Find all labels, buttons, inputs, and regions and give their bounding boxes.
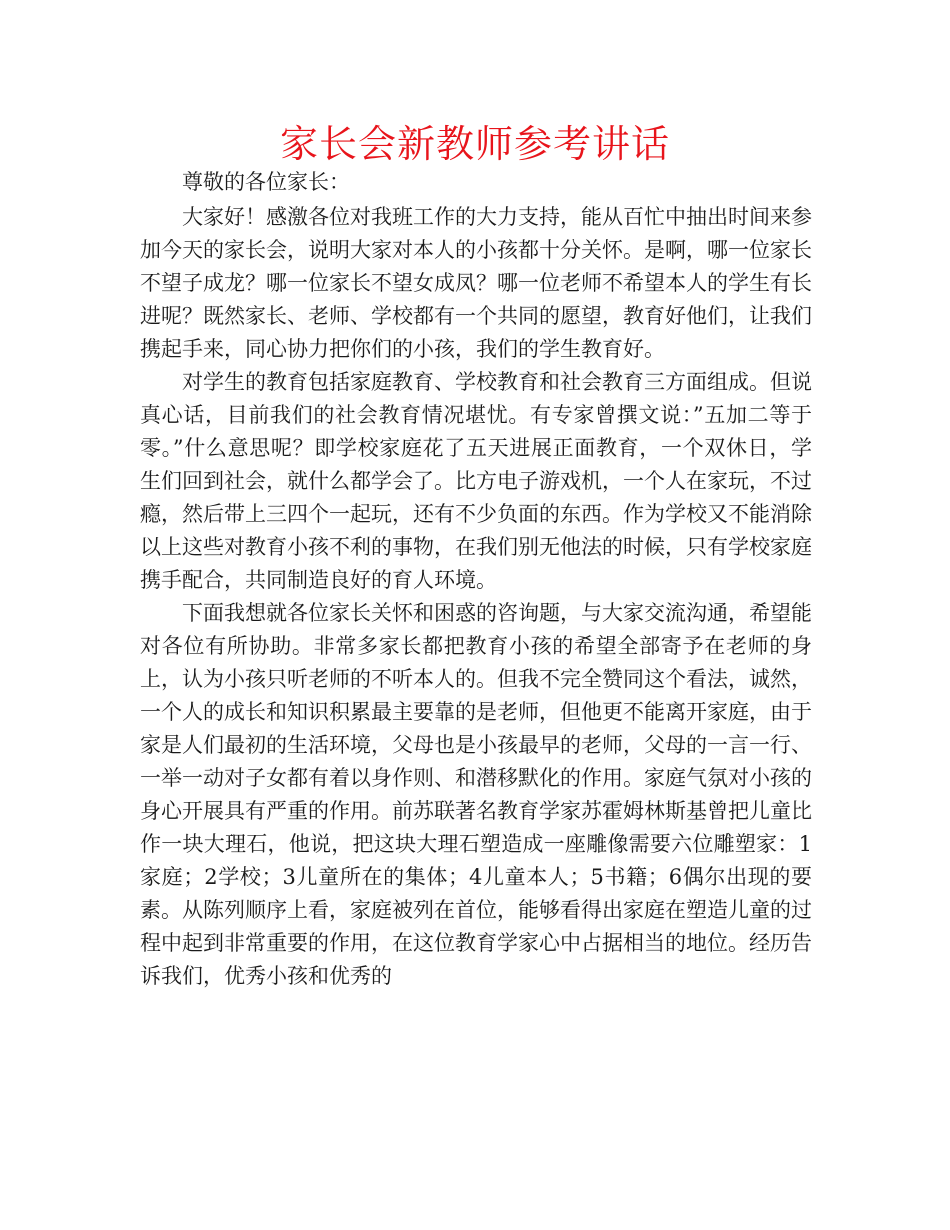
paragraph-1: 大家好！感激各位对我班工作的大力支持，能从百忙中抽出时间来参加今天的家长会，说明大家对本人的小孩都十分关怀。是啊，哪一位家长不望子成龙？哪一位家长不望女成凤？哪一位老师不希望本人的学生有长进呢？既然家长、老师、学校都有一个共同的愿望，教育好他们，让我们携起手来，同心协力把你们的小孩，我们的学生教育好。 <box>140 205 812 361</box>
document-body <box>140 166 812 993</box>
page-title: 家长会新教师参考讲话 <box>279 122 670 166</box>
paragraph-2: 对学生的教育包括家庭教育、学校教育和社会教育三方面组成。但说真心话，目前我们的社会教育情况堪忧。有专家曾撰文说：”五加二等于零。”什么意思呢？即学校家庭花了五天进展正面教育，一个双休日，学生们回到社会，就什么都学会了。比方电子游戏机，一个人在家玩，不过瘾，然后带上三四个一起玩，还有不少负面的东西。作为学校又不能消除以上这些对教育小孩不利的事物，在我们别无他法的时候，只有学校家庭携手配合，共同制造良好的育人环境。 <box>140 370 812 592</box>
paragraph-3: 下面我想就各位家长关怀和困惑的咨询题，与大家交流沟通，希望能对各位有所协助。非常多家长都把教育小孩的希望全部寄予在老师的身上，认为小孩只听老师的不听本人的。但我不完全赞同这个看法，诚然，一个人的成长和知识积累最主要靠的是老师，但他更不能离开家庭，由于家是人们最初的生活环境，父母也是小孩最早的老师，父母的一言一行、一举一动对子女都有着以身作则、和潜移默化的作用。家庭气氛对小孩的身心开展具有严重的作用。前苏联著名教育学家苏霍姆林斯基曾把儿童比作一块大理石，他说，把这块大理石塑造成一座雕像需要六位雕塑家：1家庭；2学校；3儿童所在的集体；4儿童本人；5书籍；6偶尔出现的要素。从陈列顺序上看，家庭被列在首位，能够看得出家庭在塑造儿童的过程中起到非常重要的作用，在这位教育学家心中占据相当的地位。经历告诉我们，优秀小孩和优秀的 <box>140 601 812 988</box>
salutation: 尊敬的各位家长： <box>182 170 350 194</box>
